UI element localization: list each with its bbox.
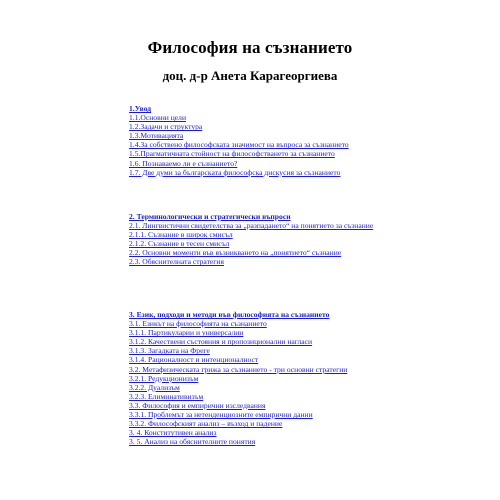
toc-link[interactable]: 3.2.1. Редукционизъм (129, 373, 199, 383)
toc-link[interactable]: 1.1.Основни цели (129, 113, 187, 123)
toc-link[interactable]: 3.2.3. Елиминативизъм (129, 391, 204, 401)
toc-link[interactable]: 1.4.За собствено философската значимост на въпроса за съзнанието (129, 140, 349, 150)
toc-link[interactable]: 3. 4. Конститутивен анализ (129, 428, 217, 438)
toc-link[interactable]: 3.3. Философия и емпирични изследвания (129, 400, 266, 410)
toc-link[interactable]: 3.3.1. Проблемът за нетенденциозните емпирични данни (129, 410, 313, 420)
toc-link[interactable]: 3.1. Езикът на философията на съзнанието (129, 319, 267, 329)
toc-link[interactable]: 2.1.1. Съзнание в широк смисъл (129, 230, 233, 240)
toc-link[interactable]: 2.2. Основни моменти във възникването на „понятието“ съзнание (129, 248, 342, 258)
toc-link[interactable]: 3. 5. Анализ на обяснителните понятия (129, 437, 256, 447)
toc-link[interactable]: 3.1.3. Загадката на Фреге (129, 346, 210, 356)
toc-link[interactable]: 3.2.2. Дуализъм (129, 382, 180, 392)
document-title: Философия на съзнанието (147, 38, 353, 57)
toc-link[interactable]: 1.7. Две думи за българската философска дискусия за съзнанието (129, 167, 341, 177)
toc-section-1 (129, 104, 379, 177)
toc-link[interactable]: 1.3.Мотивацията (129, 131, 184, 141)
toc-link[interactable]: 2. Терминологически и стратегически въпроси (129, 212, 291, 221)
toc-link[interactable]: 2.3. Обяснителната стратегия (129, 257, 224, 267)
toc-link[interactable]: 3.2. Метафизическата грижа за съзнанието - три основни стратегии (129, 364, 348, 374)
toc-link[interactable]: 1.2.Задачи и структура (129, 122, 203, 132)
toc-link[interactable]: 1.Увод (129, 104, 152, 113)
toc-link[interactable]: 1.6. Познаваемо ли е съзнанието? (129, 158, 238, 168)
document-author: доц. д-р Анета Карагеоргиева (162, 68, 338, 83)
toc-link[interactable]: 2.1. Лингвистични свидетелства за „разпадането“ на понятието за съзнание (129, 221, 374, 231)
toc-link[interactable]: 3.1.4. Рационалност и интенционалност (129, 355, 259, 365)
toc-link[interactable]: 1.5.Прагматичната стойност на философстването за съзнанието (129, 149, 335, 159)
toc-link[interactable]: 3. Език, подходи и методи във философията на съзнанието (129, 310, 330, 319)
toc-link[interactable]: 3.1.2. Качествени състояния и пропозиционални нагласи (129, 337, 313, 347)
toc-section-3 (129, 310, 379, 446)
toc-link[interactable]: 3.1.1. Партикуларии и универсалии (129, 328, 244, 338)
toc-link[interactable]: 3.3.2. Философският анализ – възход и падение (129, 419, 283, 429)
toc-section-2 (129, 212, 379, 267)
toc-link[interactable]: 2.1.2. Съзнание в тесен смисъл (129, 239, 230, 249)
